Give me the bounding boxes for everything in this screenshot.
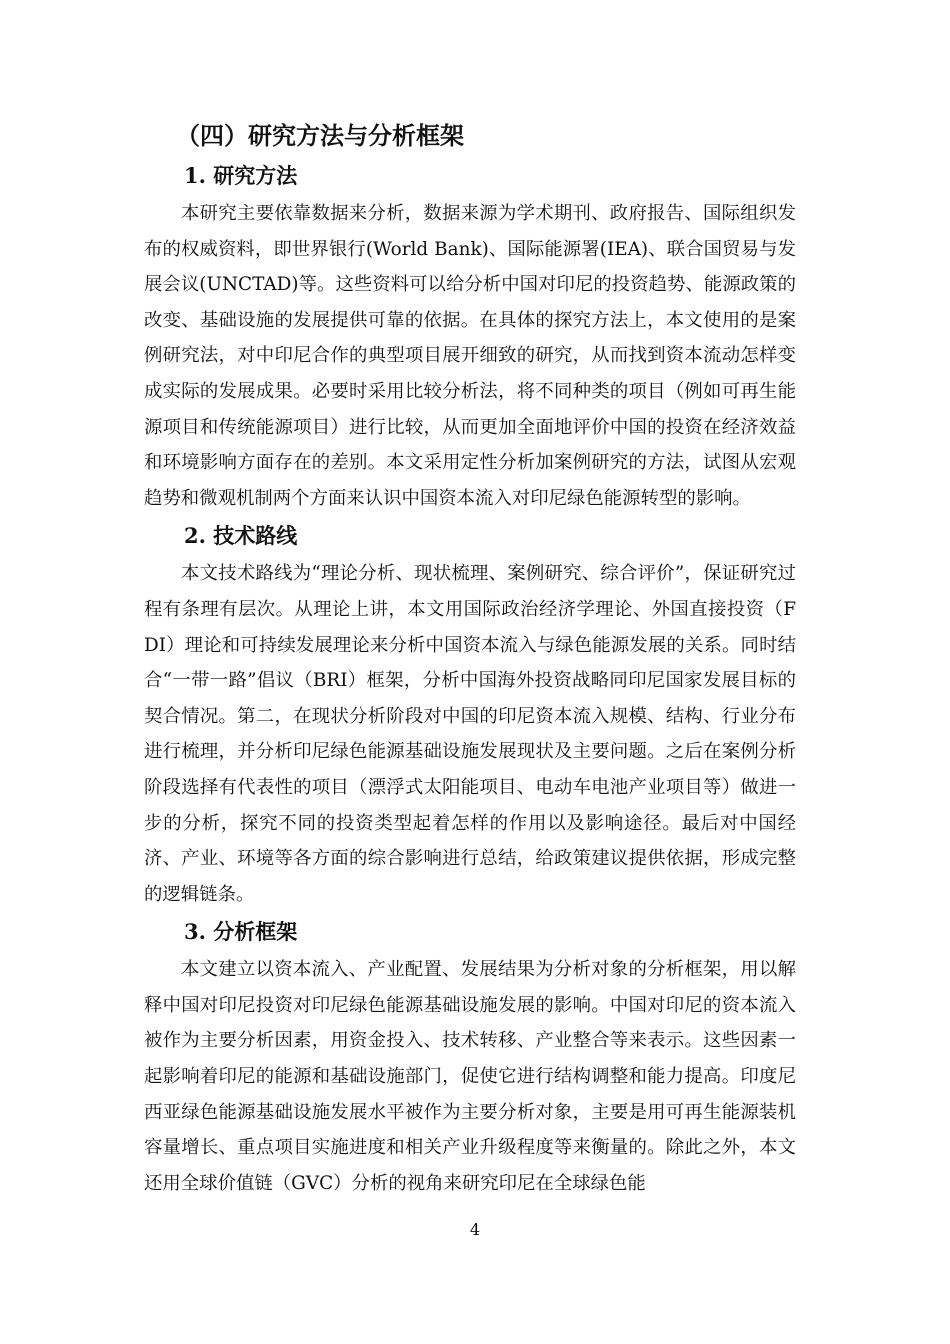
subsection-heading-technical-route: 2. 技术路线 (184, 523, 298, 549)
section-title: （四）研究方法与分析框架 (176, 121, 464, 150)
subsection-heading-research-methods: 1. 研究方法 (184, 163, 298, 188)
page-number: 4 (469, 1220, 481, 1239)
paragraph-analysis-framework: 本文建立以资本流入、产业配置、发展结果为分析对象的分析框架，用以解释中国对印尼投资对印尼绿色能源基础设施发展的影响。中国对印尼的资本流入被作为主要分析因素，用资金投入、技术转移、产业整合等来表示。这些因素一起影响着印尼的能源和基础设施部门，促使它进行结构调整和能力提高。印度尼西亚绿色能源基础设施发展水平被作为主要分析对象，主要是用可再生能源装机容量增长、重点项目实施进度和相关产业升级程度等来衡量的。除此之外，本文还用全球价值链（GVC）分析的视角来研究印尼在全球绿色能 (144, 959, 796, 1194)
paragraph-technical-route: 本文技术路线为“理论分析、现状梳理、案例研究、综合评价”，保证研究过程有条理有层次。从理论上讲，本文用国际政治经济学理论、外国直接投资（FDI）理论和可持续发展理论来分析中国资本流入与绿色能源发展的关系。同时结合“一带一路”倡议（BRI）框架，分析中国海外投资战略同印尼国家发展目标的契合情况。第二，在现状分析阶段对中国的印尼资本流入规模、结构、行业分布进行梳理，并分析印尼绿色能源基础设施发展现状及主要问题。之后在案例分析阶段选择有代表性的项目（漂浮式太阳能项目、电动车电池产业项目等）做进一步的分析，探究不同的投资类型起着怎样的作用以及影响途径。最后对中国经济、产业、环境等各方面的综合影响进行总结，给政策建议提供依据，形成完整的逻辑链条。 (144, 563, 796, 905)
subsection-heading-analysis-framework: 3. 分析框架 (184, 919, 298, 945)
paragraph-research-methods: 本研究主要依靠数据来分析，数据来源为学术期刊、政府报告、国际组织发布的权威资料，即世界银行(World Bank)、国际能源署(IEA)、联合国贸易与发展会议(UNCTAD)等。这些资料可以给分析中国对印尼的投资趋势、能源政策的改变、基础设施的发展提供可靠的依据。在具体的探究方法上，本文使用的是案例研究法，对中印尼合作的典型项目展开细致的研究，从而找到资本流动怎样变成实际的发展成果。必要时采用比较分析法，将不同种类的项目（例如可再生能源项目和传统能源项目）进行比较，从而更加全面地评价中国的投资在经济效益和环境影响方面存在的差别。本文采用定性分析加案例研究的方法，试图从宏观趋势和微观机制两个方面来认识中国资本流入对印尼绿色能源转型的影响。 (144, 203, 796, 509)
page-content (144, 118, 796, 1205)
